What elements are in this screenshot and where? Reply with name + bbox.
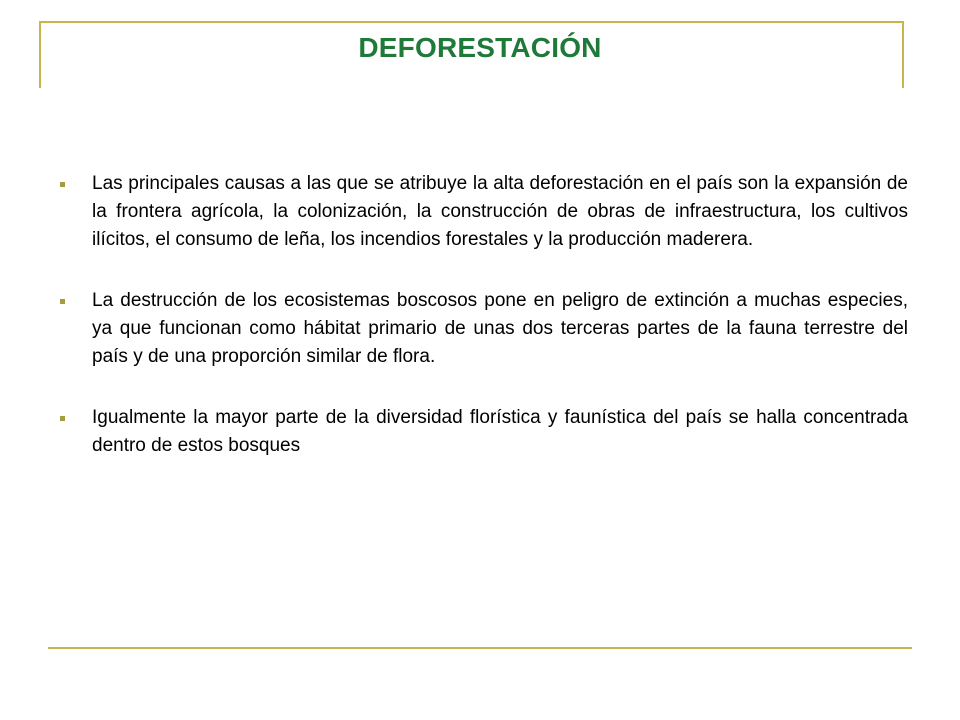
bullet-item [58, 170, 908, 254]
slide-title: DEFORESTACIÓN [358, 32, 602, 63]
top-divider [39, 21, 904, 23]
bullet-text: Las principales causas a las que se atribuye la alta deforestación en el país son la expansión de la frontera agrícola, la colonización, la construcción de obras de infraestructura, los cultivos ilícitos, el consumo de leña, los incendios forestales y la producción maderera. [92, 173, 908, 250]
bullet-list [58, 170, 908, 493]
bullet-text: La destrucción de los ecosistemas boscosos pone en peligro de extinción a muchas especies, ya que funcionan como hábitat primario de unas dos terceras partes de la fauna terrestre del país y de una proporción similar de flora. [92, 290, 908, 367]
square-bullet-icon [60, 299, 65, 304]
bottom-divider [48, 647, 912, 649]
square-bullet-icon [60, 182, 65, 187]
bullet-item [58, 287, 908, 371]
bullet-text: Igualmente la mayor parte de la diversidad florística y faunística del país se halla concentrada dentro de estos bosques [92, 407, 908, 456]
bullet-item [58, 404, 908, 460]
square-bullet-icon [60, 416, 65, 421]
